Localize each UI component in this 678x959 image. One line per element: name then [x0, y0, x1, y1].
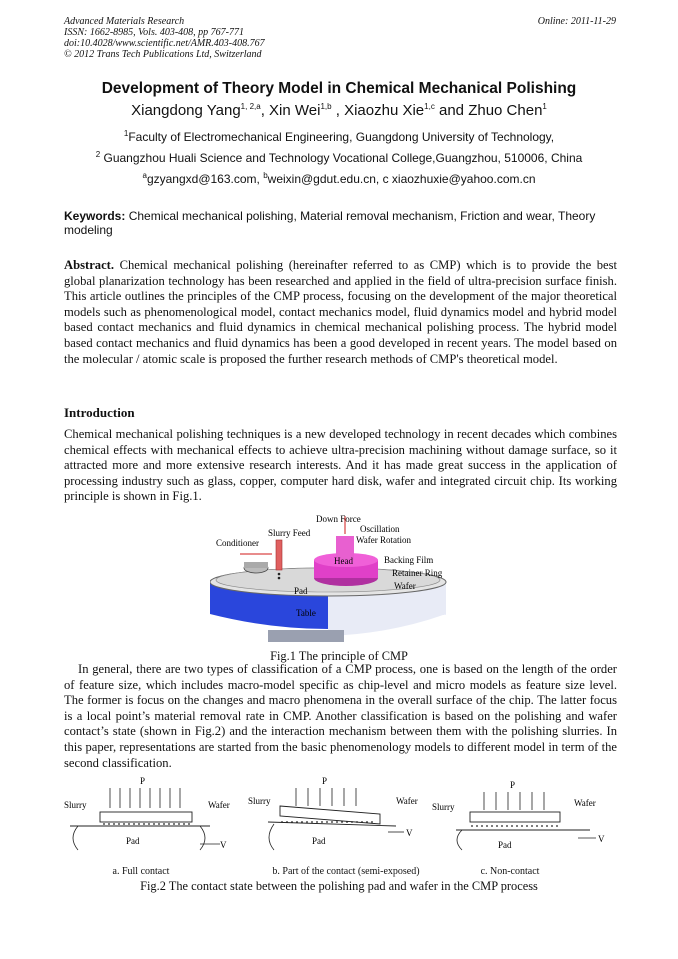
slurry-particle	[321, 821, 323, 823]
slurry-particle	[351, 821, 353, 823]
slurry-particle	[113, 823, 115, 825]
slurry-particle	[311, 821, 313, 823]
affiliation-2	[40, 151, 638, 165]
pad-edge	[457, 830, 462, 850]
slurry-particle	[138, 823, 140, 825]
slurry-particle	[163, 823, 165, 825]
slurry-particle	[486, 825, 488, 827]
slurry-particle	[306, 821, 308, 823]
copyright-line: © 2012 Trans Tech Publications Ltd, Switzerland	[64, 49, 262, 60]
label-retainer-ring: Retainer Ring	[392, 568, 443, 578]
abstract-label: Abstract.	[64, 258, 115, 272]
slurry-label: Slurry	[248, 796, 271, 806]
slurry-particle	[356, 821, 358, 823]
online-date: Online: 2011-11-29	[537, 16, 616, 27]
slurry-particle	[296, 821, 298, 823]
aff-sup: 1	[123, 129, 129, 138]
author-sup: 1	[542, 102, 547, 111]
velocity-label: V	[220, 840, 227, 850]
panel-c-caption: c. Non-contact	[480, 866, 540, 877]
slurry-particle	[291, 821, 293, 823]
slurry-particle	[521, 825, 523, 827]
slurry-particle	[556, 825, 558, 827]
pressure-arrows	[110, 788, 180, 808]
figure-1-cmp-principle	[210, 512, 456, 648]
wafer-block	[470, 812, 560, 822]
slurry-particle	[476, 825, 478, 827]
label-head: Head	[334, 556, 353, 566]
slurry-particle	[158, 823, 160, 825]
journal-header	[64, 16, 616, 60]
label-table: Table	[296, 608, 316, 618]
author-sup: 1,b	[320, 102, 332, 111]
slurry-particle	[346, 821, 348, 823]
slurry-drop	[278, 573, 281, 576]
slurry-particle	[371, 821, 373, 823]
doi-line: doi:10.4028/www.scientific.net/AMR.403-408.767	[64, 38, 265, 49]
label-slurry-feed: Slurry Feed	[268, 528, 311, 538]
slurry-particle	[506, 825, 508, 827]
panel-p-label: P	[322, 776, 328, 786]
velocity-label: V	[598, 834, 605, 844]
slurry-particle	[173, 823, 175, 825]
panel-a-full-contact	[64, 776, 230, 850]
slurry-particle	[491, 825, 493, 827]
slurry-particle	[541, 825, 543, 827]
wafer-label: Wafer	[574, 798, 596, 808]
label-pad: Pad	[294, 586, 308, 596]
intro-paragraph-2: In general, there are two types of classification of a CMP process, one is based on the length of the order of feature size, which includes macro-model specific as chip-level and micro models as feature size level. The former is focus on the changes and macro phenomena in the overall surface of the chip. The latter focus is a local point’s material removal rate in CMP. Another classification is based on the polishing and wafer contact’s state (shown in Fig.2) and the interaction mechanism between them with the polishing slurries. In this paper, representations are started from the basic phenomenology models to different model in term of the second classification.	[64, 662, 617, 770]
slurry-particle	[168, 823, 170, 825]
slurry-particle	[536, 825, 538, 827]
panel-b-caption: b. Part of the contact (semi-exposed)	[272, 866, 420, 877]
slurry-particle	[326, 821, 328, 823]
label-down-force: Down Force	[316, 514, 361, 524]
slurry-particle	[153, 823, 155, 825]
aff-text: Faculty of Electromechanical Engineering, Guangdong University of Technology,	[128, 130, 555, 144]
slurry-feed-tube	[276, 540, 282, 570]
author-line	[40, 102, 638, 119]
velocity-label: V	[406, 828, 413, 838]
panel-a-caption: a. Full contact	[112, 866, 170, 877]
pressure-arrows	[296, 788, 356, 806]
email-sup: a	[142, 171, 147, 180]
slurry-particle	[366, 821, 368, 823]
email-text[interactable]: weixin@gdut.edu.cn, c xiaozhuxie@yahoo.com.cn	[267, 172, 536, 186]
pressure-arrows	[484, 792, 544, 810]
paper-title: Development of Theory Model in Chemical Mechanical Polishing	[101, 80, 577, 97]
slurry-particle	[188, 823, 190, 825]
figure-2-contact-states	[60, 776, 610, 860]
email-text[interactable]: gzyangxd@163.com,	[146, 172, 264, 186]
slurry-label: Slurry	[64, 800, 87, 810]
slurry-particle	[183, 823, 185, 825]
keywords-text: Chemical mechanical polishing, Material removal mechanism, Friction and wear, Theory modeling	[64, 209, 596, 237]
slurry-particle	[501, 825, 503, 827]
author-sup: 1,c	[424, 102, 435, 111]
abstract-text: Chemical mechanical polishing (hereinafter referred to as CMP) which is to provide the best global planarization technology has been researched and applied in the field of ultra-precision surface finish. This article outlines the principles of the CMP process, focusing on the development of the major theoretical models such as phenomenological model, contact mechanics model, fluid dynamics model and hybrid model based contact mechanics and fluid dynamics in chemical mechanical polishing process. The hybrid model based contact mechanics and fluid dynamics has been a good developed in recent years. The model based on the molecular / atomic scale is proposed the further research methods of CMP's theoretical model.	[64, 258, 617, 366]
aff-sup: 2	[95, 150, 101, 159]
slurry-particle	[531, 825, 533, 827]
slurry-particle	[286, 821, 288, 823]
pad-label: Pad	[498, 840, 512, 850]
label-conditioner: Conditioner	[216, 538, 259, 548]
issn-line: ISSN: 1662-8985, Vols. 403-408, pp 767-771	[64, 27, 244, 38]
slurry-particle	[118, 823, 120, 825]
aff-text: Guangzhou Huali Science and Technology Vocational College,Guangzhou, 510006, China	[103, 151, 583, 165]
slurry-particle	[336, 821, 338, 823]
section-heading: Introduction	[64, 405, 135, 420]
slurry-particle	[148, 823, 150, 825]
conditioner-body	[244, 562, 268, 568]
abstract	[64, 258, 617, 367]
slurry-particle	[551, 825, 553, 827]
slurry-particle	[471, 825, 473, 827]
intro-paragraph-1: Chemical mechanical polishing techniques is a new developed technology in recent decades which combines chemical effects with mechanical effects to achieve ultra-precision machining without damage surface, so it attracted more and more extensive research interests. And it has made great success in the application of processing industry such as glass, copper, computer hard disk, wafer and integrated circuit chip. Its working principle is shown in Fig.1.	[64, 427, 617, 504]
affiliation-1	[40, 130, 638, 144]
slurry-particle	[316, 821, 318, 823]
slurry-particle	[133, 823, 135, 825]
email-sup: b	[263, 171, 268, 180]
slurry-particle	[511, 825, 513, 827]
label-wafer: Wafer	[394, 581, 416, 591]
pad-label: Pad	[312, 836, 326, 846]
slurry-drop	[278, 577, 281, 580]
slurry-label: Slurry	[432, 802, 455, 812]
author-sep: and	[434, 102, 469, 119]
panel-p-label: P	[140, 776, 146, 786]
slurry-particle	[143, 823, 145, 825]
wafer-block	[280, 806, 380, 824]
slurry-particle	[526, 825, 528, 827]
pad-label: Pad	[126, 836, 140, 846]
author-sep: ,	[260, 102, 270, 119]
slurry-particle	[103, 823, 105, 825]
pad-edge	[269, 824, 274, 850]
author-name: Xin Wei	[269, 102, 321, 119]
keywords	[64, 209, 617, 237]
label-wafer-rotation: Wafer Rotation	[356, 535, 412, 545]
slurry-particle	[178, 823, 180, 825]
figure-1-caption: Fig.1 The principle of CMP	[270, 649, 408, 663]
author-sup: 1, 2,a	[240, 102, 261, 111]
email-line	[40, 172, 638, 186]
slurry-particle	[108, 823, 110, 825]
wafer-block	[100, 812, 192, 822]
slurry-particle	[496, 825, 498, 827]
slurry-particle	[361, 821, 363, 823]
panel-b-semi-contact	[248, 776, 418, 850]
slurry-particle	[128, 823, 130, 825]
author-sep: ,	[331, 102, 340, 119]
slurry-particle	[281, 821, 283, 823]
pad-edge	[200, 826, 205, 850]
pad-edge	[73, 826, 78, 850]
slurry-particle	[516, 825, 518, 827]
panel-c-non-contact	[432, 780, 605, 850]
wafer-label: Wafer	[208, 800, 230, 810]
slurry-particle	[341, 821, 343, 823]
journal-name: Advanced Materials Research	[64, 16, 185, 27]
author-name: Zhuo Chen	[468, 102, 543, 119]
label-oscillation: Oscillation	[360, 524, 400, 534]
figure-2-caption: Fig.2 The contact state between the polishing pad and wafer in the CMP process	[140, 879, 538, 893]
author-name: Xiaozhu Xie	[344, 102, 425, 119]
slurry-particle	[481, 825, 483, 827]
author-name: Xiangdong Yang	[131, 102, 241, 119]
panel-p-label: P	[510, 780, 516, 790]
table-base	[268, 630, 344, 642]
slurry-particle	[331, 821, 333, 823]
wafer-label: Wafer	[396, 796, 418, 806]
slurry-particle	[546, 825, 548, 827]
slurry-particle	[123, 823, 125, 825]
label-backing-film: Backing Film	[384, 555, 434, 565]
keywords-label: Keywords:	[64, 209, 126, 223]
slurry-particle	[301, 821, 303, 823]
